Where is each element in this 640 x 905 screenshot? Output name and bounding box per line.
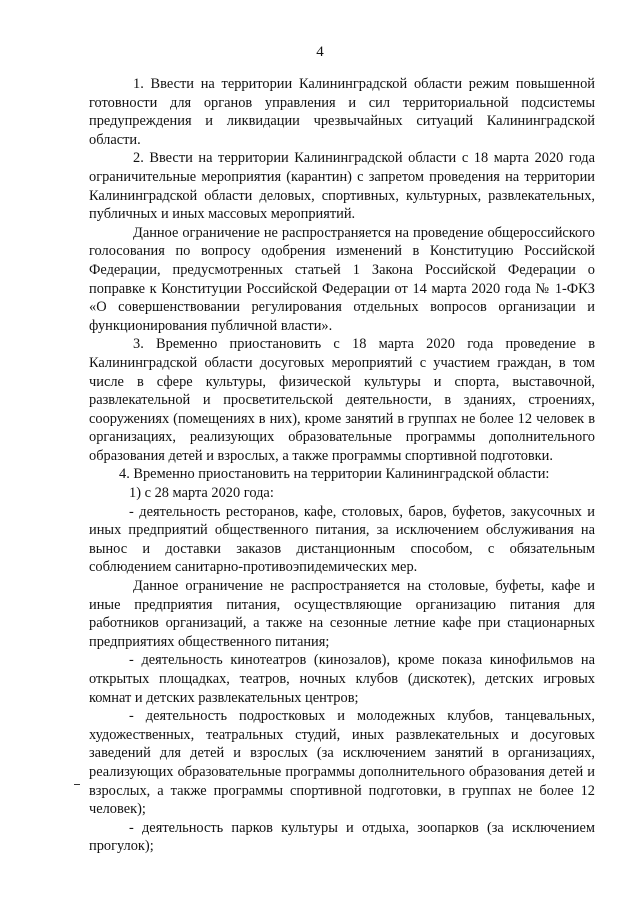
- margin-mark: [74, 784, 80, 785]
- page-number: 4: [316, 44, 324, 60]
- list-item-cinemas: - деятельность кинотеатров (кинозалов), кроме показа кинофильмов на открытых площадках, театров, ночных клубов (дискотек), детских игровых комнат и детских развлекательных центров;: [89, 652, 595, 706]
- paragraph-3: 3. Временно приостановить с 18 марта 2020 года проведение в Калининградской области досуговых мероприятий с участием граждан, в том числе в сфере культуры, физической культуры и спорта, выставочной, развлекательной и просветительской деятельности, в зданиях, строениях, сооружениях (помещениях в них), кроме занятий в группах не более 12 человек в организациях, реализующих образовательные программы дополнительного образования детей и взрослых, а также программы спортивной подготовки.: [89, 336, 595, 464]
- paragraph-restaurants-exception: Данное ограничение не распространяется на столовые, буфеты, кафе и иные предприятия питания, осуществляющие организацию питания для работников организаций, а также на сезонные летние кафе при стационарных предприятиях общественного питания;: [89, 578, 595, 650]
- paragraph-1: 1. Ввести на территории Калининградской области режим повышенной готовности для органов управления и сил территориальной подсистемы предупреждения и ликвидации чрезвычайных ситуаций Калининградской области.: [89, 76, 595, 148]
- list-item-parks: - деятельность парков культуры и отдыха, зоопарков (за исключением прогулок);: [89, 819, 595, 855]
- paragraph-2-exception: Данное ограничение не распространяется на проведение общероссийского голосования по вопросу одобрения изменений в Конституцию Российской Федерации, предусмотренных статьей 1 Закона Российской Федерации о поправке к Конституции Российской Федерации от 14 марта 2020 года № 1-ФКЗ «О совершенствовании регулирования отдельных вопросов организации и функционирования публичной власти».: [89, 224, 595, 334]
- paragraph-2: 2. Ввести на территории Калининградской области с 18 марта 2020 года ограничительные мероприятия (карантин) с запретом проведения на территории Калининградской области деловых, спортивных, культурных, развлекательных, публичных и иных массовых мероприятий.: [89, 150, 595, 223]
- paragraph-4: 4. Временно приостановить на территории Калининградской области:: [119, 466, 550, 483]
- subitem-1-date: 1) с 28 марта 2020 года:: [129, 485, 274, 502]
- list-item-restaurants: - деятельность ресторанов, кафе, столовых, баров, буфетов, закусочных и иных предприятий общественного питания, за исключением обслуживания на вынос и доставки заказов дистанционным способом, с обязательным соблюдением санитарно-противоэпидемических мер.: [89, 503, 595, 576]
- document-body: [89, 75, 595, 856]
- list-item-clubs: - деятельность подростковых и молодежных клубов, танцевальных, художественных, театральных студий, иных развлекательных и досуговых заведений для детей и взрослых (за исключением занятий в организациях, реализующих образовательные программы дополнительного образования детей и взрослых, а также программы спортивной подготовки, в группах не более 12 человек);: [89, 708, 595, 818]
